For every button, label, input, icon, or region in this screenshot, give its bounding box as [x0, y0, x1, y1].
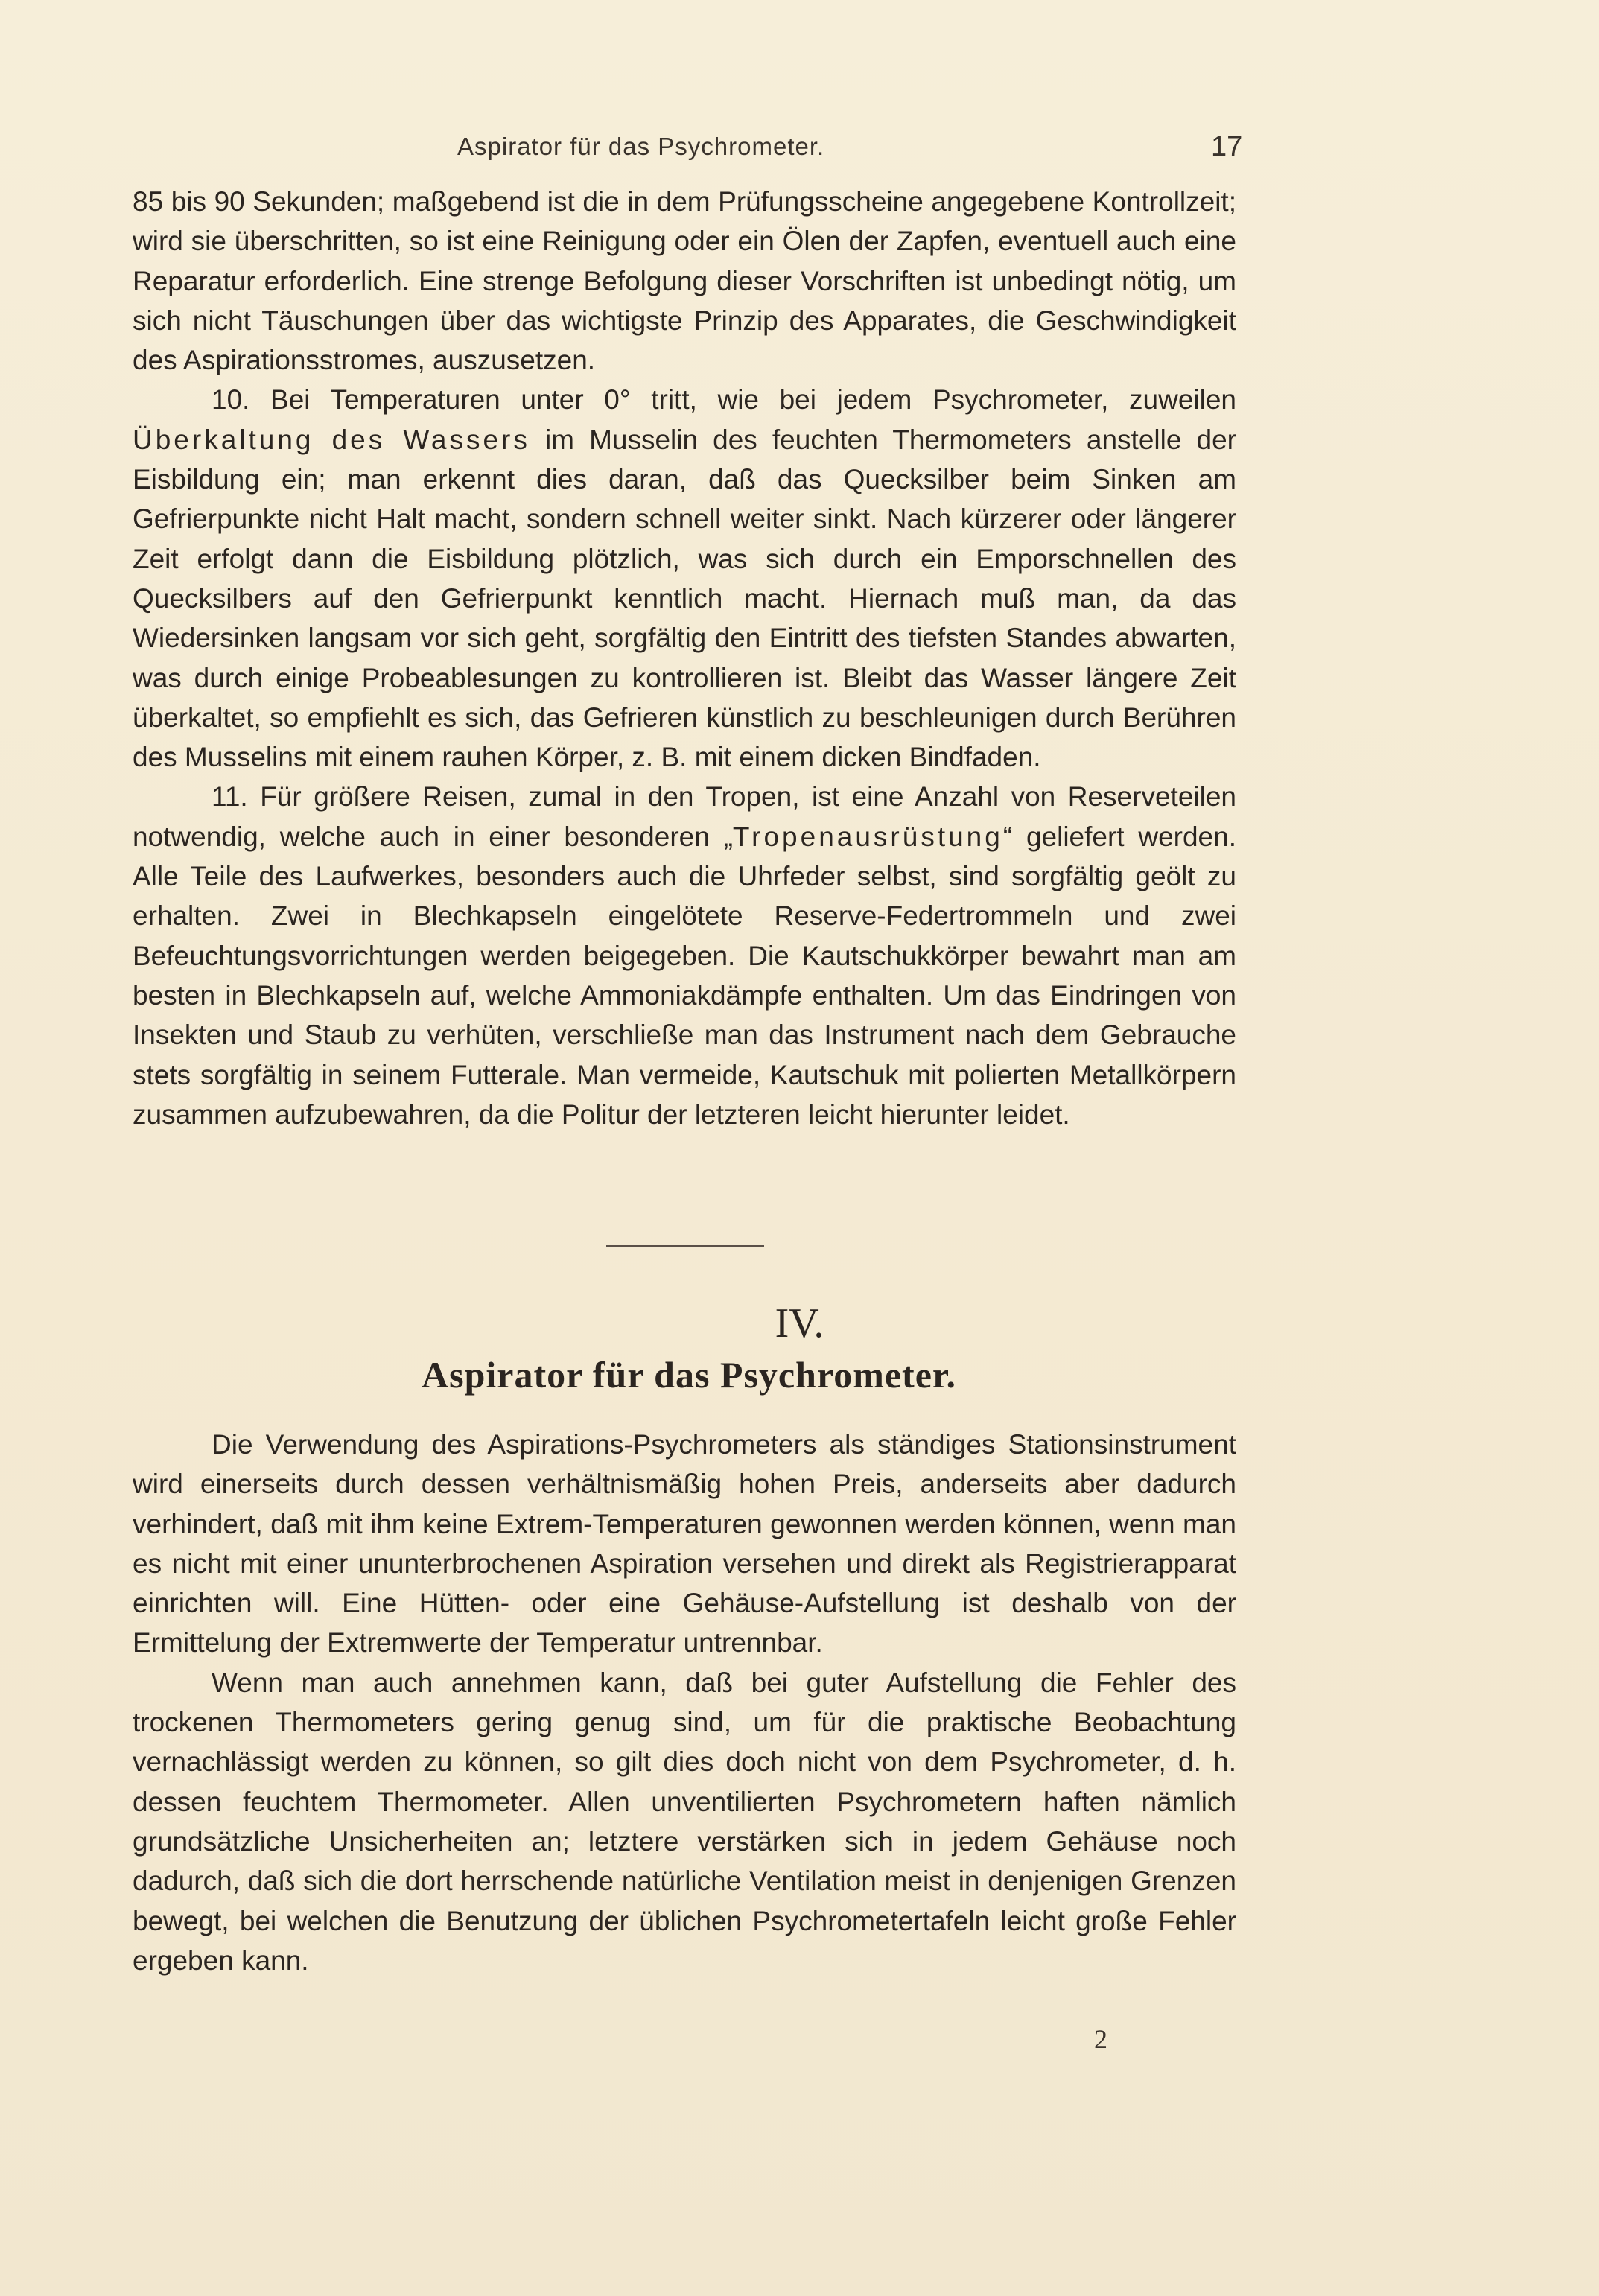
emphasis-spaced-text: Tropenausrüstung [732, 821, 1003, 852]
paragraph-section-1: Die Verwendung des Aspirations-Psychrometers als ständiges Stationsinstrument wird einerseits durch dessen verhältnismäßig hohen Preis, anderseits aber dadurch verhindert, daß mit ihm keine Extrem-Temperaturen gewonnen werden können, wenn man es nicht mit einer ununterbrochenen Aspiration versehen und direkt als Registrierapparat einrichten will. Eine Hütten- oder eine Gehäuse-Aufstellung ist deshalb von der Ermittelung der Extremwerte der Temperatur untrennbar. [133, 1429, 1236, 1659]
signature-mark: 2 [1094, 2024, 1107, 2054]
body-text-bottom [133, 1425, 1236, 1980]
page-number: 17 [1211, 131, 1243, 162]
paragraph-11-rest: “ geliefert werden. Alle Teile des Laufwerkes, besonders auch die Uhrfeder selbst, sind sorgfältig geölt zu erhalten. Zwei in Blechkapseln eingelötete Reserve-Federtrommeln und zwei Befeuchtungsvorrichtungen werden beigegeben. Die Kautschukkörper bewahrt man am besten in Blechkapseln auf, welche Ammoniakdämpfe enthalten. Um das Eindringen von Insekten und Staub zu verhüten, verschließe man das Instrument nach dem Gebrauche stets sorgfältig in seinem Futterale. Man vermeide, Kautschuk mit polierten Metallkörpern zusammen aufzubewahren, da die Politur der letzteren leicht hierunter leidet. [133, 821, 1236, 1130]
running-head: Aspirator für das Psychrometer. [457, 133, 825, 160]
paragraph-11-start: 11. Für größere Reisen, zumal in den Tropen, ist eine Anzahl von Reserveteilen notwendig, welche auch in einer besonderen „ [133, 781, 1236, 852]
paragraph-10-start: 10. Bei Temperaturen unter 0° tritt, wie bei jedem Psychrometer, zuweilen [212, 384, 1236, 416]
paragraph-section-2: Wenn man auch annehmen kann, daß bei guter Aufstellung die Fehler des trockenen Thermometers gering genug sind, um für die praktische Beobachtung vernachlässigt werden zu können, so gilt dies doch nicht von dem Psychrometer, d. h. dessen feuchtem Thermometer. Allen unventilierten Psychrometern haften nämlich grundsätzliche Unsicherheiten an; letztere verstärken sich in jedem Gehäuse noch dadurch, daß sich die dort herrschende natürliche Ventilation meist in denjenigen Grenzen bewegt, bei welchen die Benutzung der üblichen Psychrometertafeln leicht große Fehler ergeben kann. [133, 1667, 1236, 1976]
paragraph-10 [133, 380, 1236, 777]
body-text-top [133, 182, 1236, 1134]
section-divider [606, 1245, 764, 1247]
section-number: IV. [775, 1300, 824, 1346]
paragraph-10-rest: im Musselin des feuchten Thermometers anstelle der Eisbildung ein; man erkennt dies daran, daß das Quecksilber beim Sinken am Gefrierpunkte nicht Halt macht, sondern schnell weiter sinkt. Nach kürzerer oder längerer Zeit erfolgt dann die Eisbildung plötzlich, was sich durch ein Emporschnellen des Quecksilbers auf den Gefrierpunkt kenntlich macht. Hiernach muß man, da das Wiedersinken langsam vor sich geht, sorgfältig den Eintritt des tiefsten Standes abwarten, was durch einige Probeablesungen zu kontrollieren ist. Bleibt das Wasser längere Zeit überkaltet, so empfiehlt es sich, das Gefrieren künstlich zu beschleunigen durch Berühren des Musselins mit einem rauhen Körper, z. B. mit einem dicken Bindfaden. [133, 424, 1236, 773]
paragraph-continued: 85 bis 90 Sekunden; maßgebend ist die in dem Prüfungsscheine angegebene Kontrollzeit; wird sie überschritten, so ist eine Reinigung oder ein Ölen der Zapfen, eventuell auch eine Reparatur erforderlich. Eine strenge Befolgung dieser Vorschriften ist unbedingt nötig, um sich nicht Täuschungen über das wichtigste Prinzip des Apparates, die Geschwindigkeit des Aspirationsstromes, auszusetzen. [133, 186, 1236, 376]
emphasis-spaced-text: Überkaltung des Wassers [133, 424, 530, 455]
section-title: Aspirator für das Psychrometer. [422, 1354, 956, 1396]
paragraph-11 [133, 777, 1236, 1134]
